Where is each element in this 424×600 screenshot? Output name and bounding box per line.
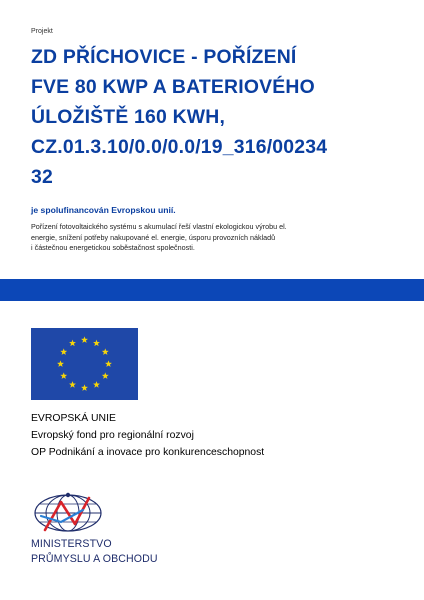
title-line: ZD PŘÍCHOVICE - POŘÍZENÍ bbox=[31, 46, 297, 68]
description-line: i částečnou energetickou soběstačnost společnosti. bbox=[31, 243, 195, 253]
project-title bbox=[31, 42, 406, 192]
eu-fund: Evropský fond pro regionální rozvoj bbox=[31, 430, 194, 441]
blue-band bbox=[0, 279, 424, 301]
description-line: energie, snížení potřeby nakupované el. energie, úsporu provozních nákladů bbox=[31, 232, 276, 242]
eu-programme: OP Podnikání a inovace pro konkurenceschopnost bbox=[31, 447, 265, 458]
title-line: FVE 80 KWP A BATERIOVÉHO bbox=[31, 76, 315, 98]
description-line: Pořízení fotovoltaického systému s akumulací řeší vlastní ekologickou výrobu el. bbox=[31, 222, 287, 231]
title-line: CZ.01.3.10/0.0/0.0/19_316/00234 bbox=[31, 136, 328, 158]
eu-texts bbox=[31, 410, 264, 461]
eu-title: EVROPSKÁ UNIE bbox=[31, 413, 116, 424]
title-line: 32 bbox=[31, 166, 53, 188]
ministry-line: PRŮMYSLU A OBCHODU bbox=[31, 553, 158, 565]
project-label: Projekt bbox=[31, 28, 53, 35]
eu-flag-icon bbox=[31, 328, 138, 400]
ministry-name bbox=[31, 537, 158, 567]
title-line: ÚLOŽIŠTĚ 160 KWH, bbox=[31, 106, 226, 128]
cofinanced-note: je spolufinancován Evropskou unií. bbox=[31, 205, 176, 215]
ministry-line: MINISTERSTVO bbox=[31, 538, 112, 550]
project-description bbox=[31, 222, 391, 254]
ministry-logo-icon bbox=[31, 492, 105, 534]
